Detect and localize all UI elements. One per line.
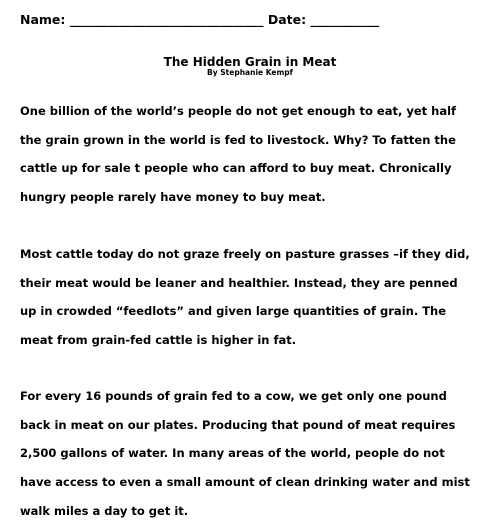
paragraph-line: walk miles a day to get it. — [20, 503, 189, 518]
paragraph-line: up in crowded “feedlots” and given large quantities of grain. The — [20, 304, 447, 319]
article-byline: By Stephanie Kempf — [207, 68, 293, 77]
paragraph-line: have access to even a small amount of clean drinking water and mist — [20, 475, 470, 490]
paragraph-2 — [20, 240, 495, 355]
name-date-line: Name: _______________________________ Date: ___________ — [20, 12, 380, 27]
paragraph-line: For every 16 pounds of grain fed to a cow, we get only one pound — [20, 389, 447, 403]
paragraph-line: meat from grain-fed cattle is higher in fat. — [20, 333, 297, 348]
paragraph-line: One billion of the world’s people do not get enough to eat, yet half — [20, 104, 457, 118]
paragraph-line: cattle up for sale t people who can afford to buy meat. Chronically — [20, 161, 452, 176]
paragraph-line: hungry people rarely have money to buy meat. — [20, 190, 326, 205]
paragraph-line: Most cattle today do not graze freely on pasture grasses –if they did, — [20, 247, 470, 261]
paragraph-line: 2,500 gallons of water. In many areas of the world, people do not — [20, 446, 445, 461]
paragraph-line: the grain grown in the world is fed to livestock. Why? To fatten the — [20, 132, 456, 147]
paragraph-1 — [20, 97, 495, 212]
paragraph-line: their meat would be leaner and healthier. Instead, they are penned — [20, 275, 458, 290]
paragraph-3 — [20, 382, 495, 525]
article-title: The Hidden Grain in Meat — [163, 55, 337, 69]
paragraph-line: back in meat on our plates. Producing that pound of meat requires — [20, 417, 456, 432]
